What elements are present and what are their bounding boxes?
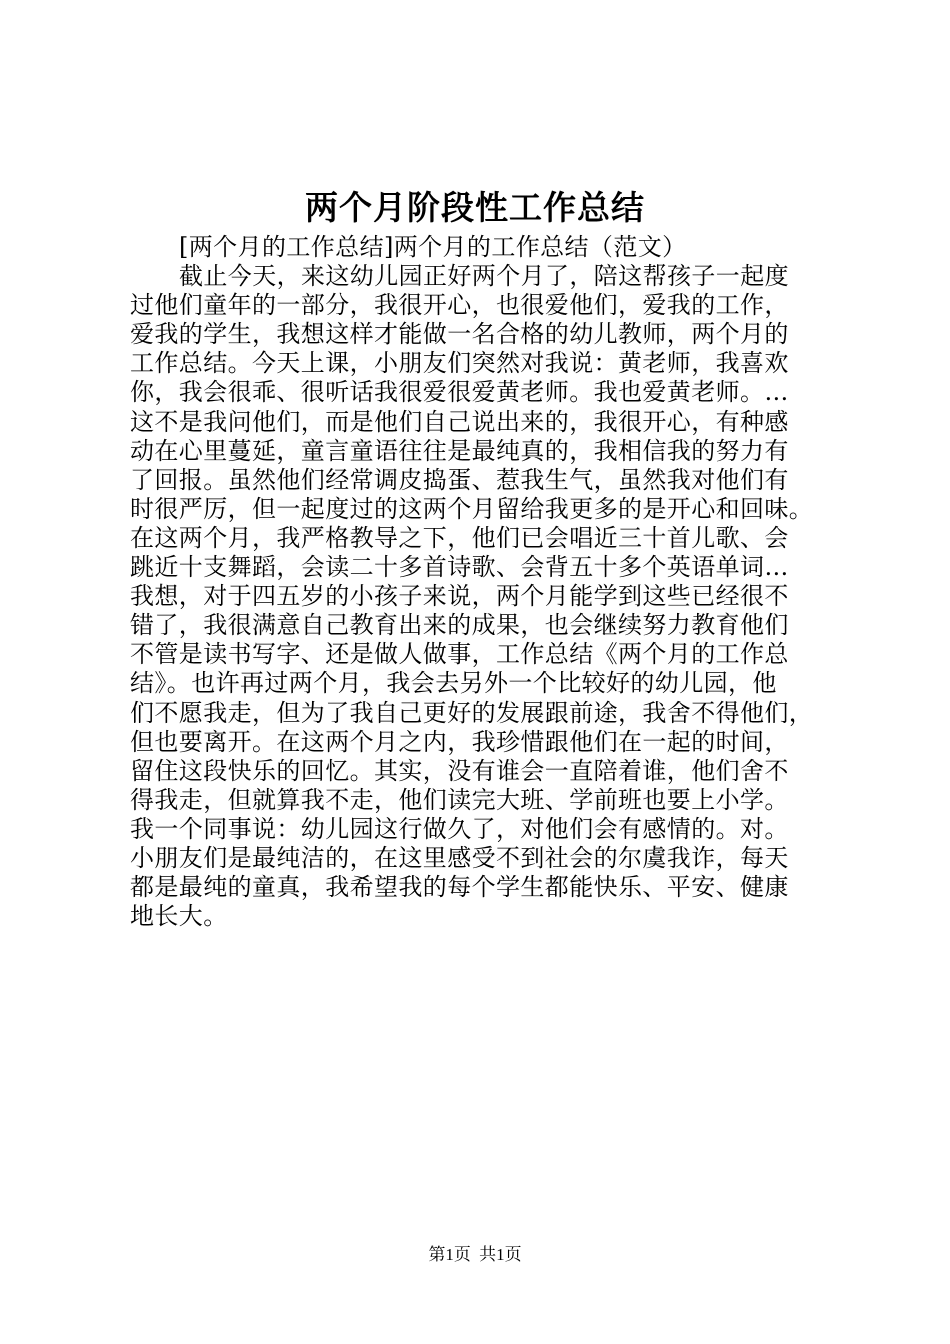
body-line: 在这两个月，我严格教导之下，他们已会唱近三十首儿歌、会 — [130, 523, 789, 552]
body-line: 了回报。虽然他们经常调皮捣蛋、惹我生气，虽然我对他们有 — [130, 465, 789, 494]
body-line: 截止今天，来这幼儿园正好两个月了，陪这帮孩子一起度 — [179, 262, 789, 291]
body-line: 错了，我很满意自己教育出来的成果，也会继续努力教育他们 — [130, 611, 789, 640]
body-line: 们不愿我走，但为了我自己更好的发展跟前途，我舍不得他们， — [130, 698, 814, 727]
document-body — [130, 233, 840, 931]
page-total: 共1页 — [479, 1245, 522, 1264]
page-number: 第1页 — [428, 1245, 471, 1264]
body-line: 我想，对于四五岁的小孩子来说，两个月能学到这些已经很不 — [130, 582, 789, 611]
page-footer — [0, 1244, 950, 1266]
body-line: 结》。也许再过两个月，我会去另外一个比较好的幼儿园，他 — [130, 669, 777, 698]
body-line: 不管是读书写字、还是做人做事，工作总结《两个月的工作总 — [130, 640, 789, 669]
body-line: 你，我会很乖、很听话我很爱很爱黄老师。我也爱黄老师。… — [130, 378, 789, 407]
body-line: 留住这段快乐的回忆。其实，没有谁会一直陪着谁，他们舍不 — [130, 756, 789, 785]
body-line: 爱我的学生，我想这样才能做一名合格的幼儿教师，两个月的 — [130, 320, 789, 349]
document-title: 两个月阶段性工作总结 — [305, 188, 645, 227]
body-line: 我一个同事说：幼儿园这行做久了，对他们会有感情的。对。 — [130, 814, 789, 843]
body-line: 地长大。 — [130, 902, 228, 931]
body-line: 工作总结。今天上课，小朋友们突然对我说：黄老师，我喜欢 — [130, 349, 789, 378]
body-line: 过他们童年的一部分，我很开心，也很爱他们，爱我的工作， — [130, 291, 789, 320]
body-line: 跳近十支舞蹈，会读二十多首诗歌、会背五十多个英语单词… — [130, 553, 789, 582]
body-line: 都是最纯的童真，我希望我的每个学生都能快乐、平安、健康 — [130, 873, 789, 902]
body-line: 但也要离开。在这两个月之内，我珍惜跟他们在一起的时间， — [130, 727, 789, 756]
body-line: 得我走，但就算我不走，他们读完大班、学前班也要上小学。 — [130, 785, 789, 814]
body-line: 小朋友们是最纯洁的，在这里感受不到社会的尔虞我诈，每天 — [130, 843, 789, 872]
body-line: 动在心里蔓延，童言童语往往是最纯真的，我相信我的努力有 — [130, 436, 789, 465]
body-line: [两个月的工作总结]两个月的工作总结（范文） — [179, 233, 687, 261]
body-line: 时很严厉，但一起度过的这两个月留给我更多的是开心和回味。 — [130, 494, 814, 523]
body-line: 这不是我问他们，而是他们自己说出来的，我很开心，有种感 — [130, 407, 789, 436]
